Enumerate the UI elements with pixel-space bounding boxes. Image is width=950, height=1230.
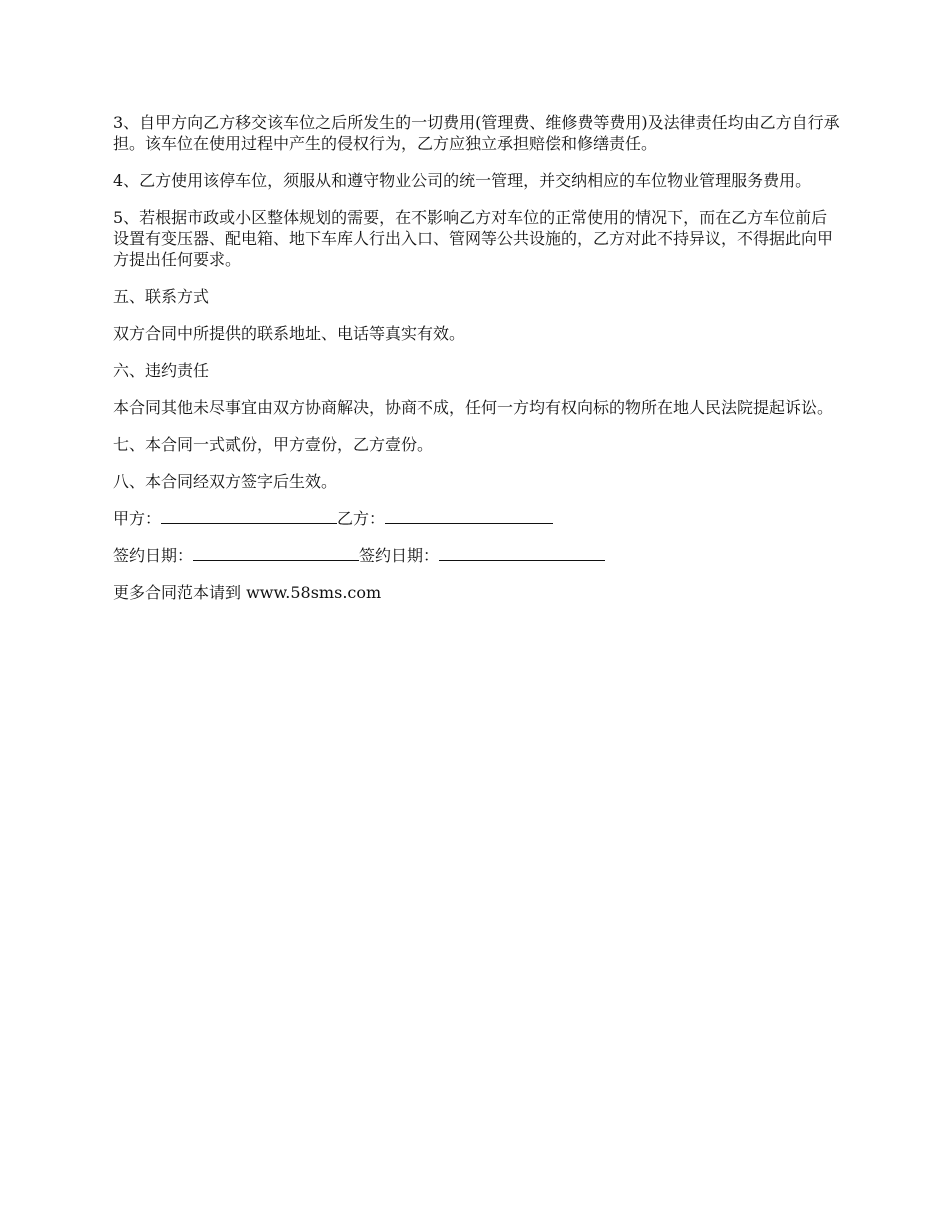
party-a-signature-line bbox=[161, 508, 337, 524]
clause-5: 5、若根据市政或小区整体规划的需要，在不影响乙方对车位的正常使用的情况下，而在乙方车位前后设置有变压器、配电箱、地下车库人行出入口、管网等公共设施的，乙方对此不持异议，不得据此向甲方提出任何要求。 bbox=[113, 208, 834, 269]
liability-clause: 本合同其他未尽事宜由双方协商解决，协商不成，任何一方均有权向标的物所在地人民法院提起诉讼。 bbox=[113, 398, 834, 417]
clause-4: 4、乙方使用该停车位，须服从和遵守物业公司的统一管理，并交纳相应的车位物业管理服务费用。 bbox=[113, 171, 812, 190]
party-b-signature-line bbox=[385, 508, 553, 524]
party-b-label: 乙方： bbox=[337, 509, 386, 528]
contact-clause: 双方合同中所提供的联系地址、电话等真实有效。 bbox=[113, 324, 466, 343]
clause-3: 3、自甲方向乙方移交该车位之后所发生的一切费用(管理费、维修费等费用)及法律责任均由乙方自行承担。该车位在使用过程中产生的侵权行为，乙方应独立承担赔偿和修缮责任。 bbox=[113, 113, 840, 153]
section-heading-liability: 六、违约责任 bbox=[113, 361, 210, 380]
date-b-label: 签约日期： bbox=[359, 546, 440, 565]
date-b-line bbox=[439, 545, 605, 561]
date-a-label: 签约日期： bbox=[113, 546, 194, 565]
section-copies: 七、本合同一式贰份，甲方壹份，乙方壹份。 bbox=[113, 435, 434, 454]
section-effective: 八、本合同经双方签字后生效。 bbox=[113, 472, 338, 491]
party-a-label: 甲方： bbox=[113, 509, 162, 528]
signature-parties-row bbox=[113, 508, 843, 529]
signature-dates-row bbox=[113, 545, 843, 566]
date-a-line bbox=[193, 545, 359, 561]
document-body bbox=[113, 112, 843, 619]
footer-note: 更多合同范本请到 www.58sms.com bbox=[113, 583, 382, 602]
section-heading-contact: 五、联系方式 bbox=[113, 287, 210, 306]
